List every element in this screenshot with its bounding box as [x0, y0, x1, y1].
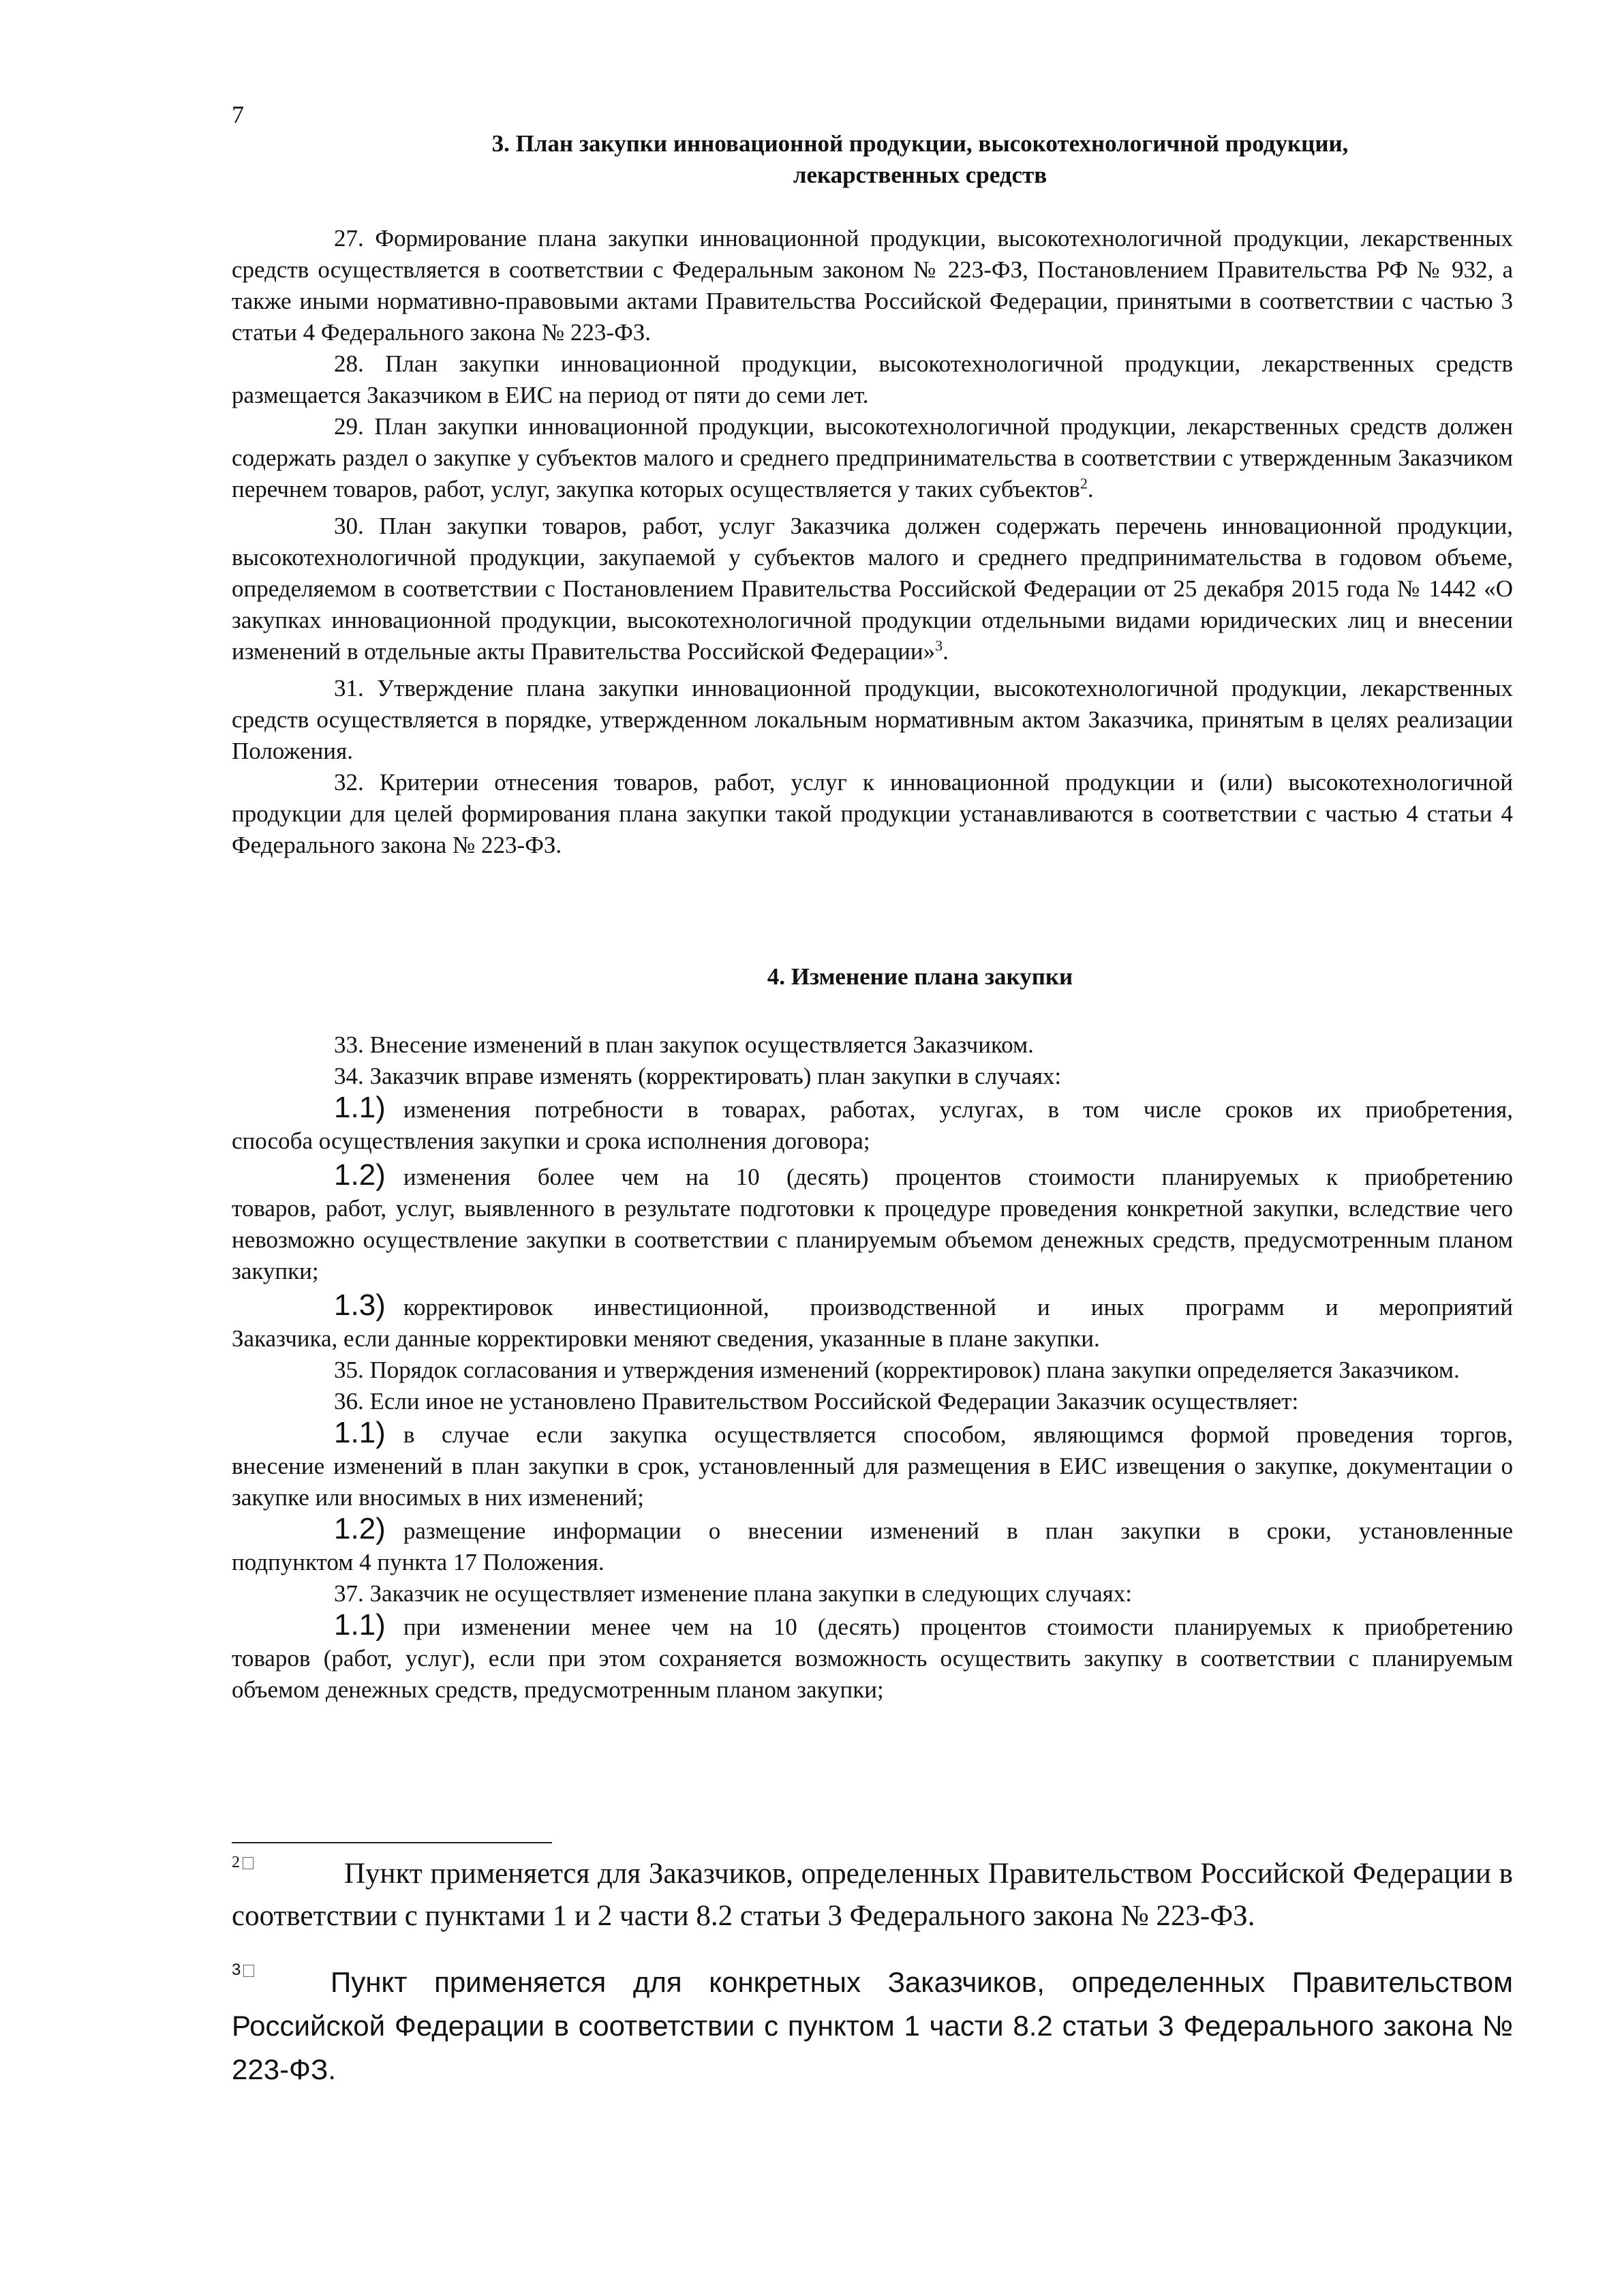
paragraph-34: 34. Заказчик вправе изменять (корректировать) план закупки в случаях:	[334, 1063, 1062, 1089]
footnote-ref-3[interactable]: 3	[935, 637, 943, 654]
paragraph-35: 35. Порядок согласования и утверждения изменений (корректировок) плана закупки определяется Заказчиком.	[334, 1357, 1460, 1383]
section-3-title-line1: 3. План закупки инновационной продукции, высокотехнологичной продукции,	[491, 130, 1349, 157]
footnote-3	[232, 1961, 1513, 2091]
paragraph-34-item-3	[232, 1290, 1513, 1355]
item-text-continued: подпунктом 4 пункта 17 Положения.	[232, 1549, 605, 1575]
paragraph-34-item-2	[232, 1160, 1513, 1287]
paragraph-29-end: .	[1087, 476, 1094, 502]
paragraph-37: 37. Заказчик не осуществляет изменение плана закупки в следующих случаях:	[334, 1580, 1132, 1607]
paragraph-31: 31. Утверждение плана закупки инновационной продукции, высокотехнологичной продукции, лекарственных средств осуществляется в порядке, утвержденном локальным нормативным актом Заказчика, принятым в целях реализации Положения.	[232, 675, 1513, 764]
paragraph-34-item-1	[232, 1092, 1513, 1157]
paragraph-37-item-1	[232, 1610, 1513, 1706]
paragraph-36: 36. Если иное не установлено Правительством Российской Федерации Заказчик осуществляет:	[334, 1388, 1299, 1415]
item-text-continued: внесение изменений в план закупки в срок, установленный для размещения в ЕИС извещения о закупке, документации о закупке или вносимых в них изменений;	[232, 1453, 1513, 1511]
item-text: в случае если закупка осуществляется способом, являющимся формой проведения торгов,	[403, 1421, 1513, 1448]
section-4-title: 4. Изменение плана закупки	[767, 963, 1073, 990]
paragraph-33: 33. Внесение изменений в план закупок осуществляется Заказчиком.	[334, 1031, 1034, 1058]
item-number: 1.1)	[334, 1608, 386, 1642]
footnote-mark: 3	[232, 1961, 254, 1980]
missing-glyph-box-icon	[243, 1965, 254, 1977]
paragraph-29	[232, 411, 1513, 505]
item-text: размещение информации о внесении изменений в план закупки в сроки, установленные	[403, 1517, 1513, 1544]
footnote-2	[232, 1853, 1513, 1937]
item-number: 1.2)	[334, 1158, 386, 1192]
footnote-ref-2[interactable]: 2	[1080, 474, 1088, 492]
paragraph-32: 32. Критерии отнесения товаров, работ, услуг к инновационной продукции и (или) высокотехнологичной продукции для целей формирования плана закупки такой продукции устанавливаются в соответствии с частью 4 статьи 4 Федерального закона № 223-ФЗ.	[232, 769, 1513, 858]
paragraph-27: 27. Формирование плана закупки инновационной продукции, высокотехнологичной продукции, лекарственных средств осуществляется в соответствии с Федеральным законом № 223-ФЗ, Постановлением Правительства РФ № 932, а также иными нормативно-правовыми актами Правительства Российской Федерации, принятыми в соответствии с частью 3 статьи 4 Федерального закона № 223-ФЗ.	[232, 225, 1513, 346]
paragraph-30	[232, 511, 1513, 667]
paragraph-36-item-1	[232, 1417, 1513, 1513]
paragraph-28: 28. План закупки инновационной продукции, высокотехнологичной продукции, лекарственных средств размещается Заказчиком в ЕИС на период от пяти до семи лет.	[232, 350, 1513, 408]
footnote-text: Пункт применяется для Заказчиков, определенных Правительством Российской Федерации в соответствии с пунктами 1 и 2 части 8.2 статьи 3 Федерального закона № 223-ФЗ.	[232, 1858, 1513, 1932]
paragraph-30-text: 30. План закупки товаров, работ, услуг Заказчика должен содержать перечень инновационной продукции, высокотехнологичной продукции, закупаемой у субъектов малого и среднего предпринимательства в годовом объеме, определяемом в соответствии с Постановлением Правительства Российской Федерации от 25 декабря 2015 года № 1442 «О закупках инновационной продукции, высокотехнологичной продукции отдельными видами юридических лиц и внесении изменений в отдельные акты Правительства Российской Федерации»	[232, 513, 1513, 665]
item-text: изменения потребности в товарах, работах, услугах, в том числе сроков их приобретения,	[403, 1096, 1513, 1123]
footnote-separator	[232, 1842, 552, 1843]
paragraph-36-item-2	[232, 1513, 1513, 1578]
item-number: 1.2)	[334, 1512, 386, 1545]
section-4-body	[232, 1029, 1513, 1706]
section-3-body	[232, 223, 1513, 861]
item-text-continued: товаров (работ, услуг), если при этом сохраняется возможность осуществить закупку в соответствии с планируемым объемом денежных средств, предусмотренным планом закупки;	[232, 1645, 1513, 1703]
item-text: при изменении менее чем на 10 (десять) процентов стоимости планируемых к приобретению	[403, 1614, 1513, 1640]
item-text-continued: товаров, работ, услуг, выявленного в результате подготовки к процедуре проведения конкретной закупки, вследствие чего невозможно осуществление закупки в соответствии с планируемым объемом денежных средств, предусмотренным планом закупки;	[232, 1195, 1513, 1284]
footnote-text: Пункт применяется для конкретных Заказчиков, определенных Правительством Российской Федерации в соответствии с пунктом 1 части 8.2 статьи 3 Федерального закона № 223-ФЗ.	[232, 1966, 1513, 2085]
missing-glyph-box-icon	[243, 1857, 254, 1869]
paragraph-29-text: 29. План закупки инновационной продукции, высокотехнологичной продукции, лекарственных средств должен содержать раздел о закупке у субъектов малого и среднего предпринимательства в соответствии с утвержденным Заказчиком перечнем товаров, работ, услуг, закупка которых осуществляется у таких субъектов	[232, 413, 1513, 502]
item-text: изменения более чем на 10 (десять) процентов стоимости планируемых к приобретению	[403, 1164, 1513, 1190]
item-text-continued: способа осуществления закупки и срока исполнения договора;	[232, 1128, 870, 1154]
item-number: 1.3)	[334, 1288, 386, 1322]
page-number: 7	[232, 101, 244, 128]
item-number: 1.1)	[334, 1416, 386, 1449]
item-text-continued: Заказчика, если данные корректировки меняют сведения, указанные в плане закупки.	[232, 1325, 1100, 1352]
section-3-title-line2: лекарственных средств	[793, 162, 1047, 188]
section-3-title	[382, 128, 1458, 191]
item-number: 1.1)	[334, 1091, 386, 1124]
paragraph-30-end: .	[943, 638, 949, 665]
item-text: корректировок инвестиционной, производственной и иных программ и мероприятий	[403, 1294, 1513, 1320]
footnote-mark: 2	[232, 1853, 254, 1872]
